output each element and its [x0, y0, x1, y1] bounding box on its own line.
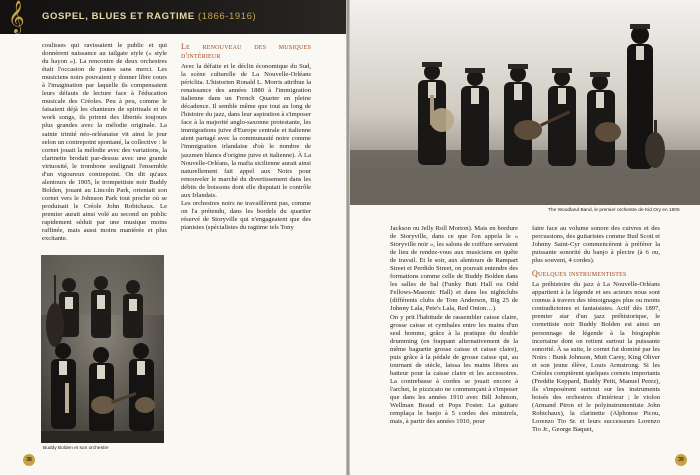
right-column-1: [390, 225, 518, 461]
chapter-header: [0, 0, 346, 34]
body-text: Avec la défaite et le déclin économique du Sud, la scène culturelle de La Nouvelle-Orléans périclita. L'historien Ronald L. Morris attribue la renaissance des années 1880 à l'immigration italienne dans un French Quarter en pleine décadence. Il semble même que tout au long de l'histoire du jazz, dans leur aspiration à s'imposer face à la majorité anglo-saxonne protestante, les immigrations juive d'Europe centrale et italienne aient partagé avec la communauté noire comme l'immigration irlandaise d'où le nombre de jazzmen blancs d'origine juive et italienne). À La Nouvelle-Orléans, la mafia sicilienne aurait ainsi naturellement fait appel aux Noirs pour renouveler le marché du divertissement dans les débits de boissons dont elle disputait le contrôle aux Irlandais.: [181, 63, 311, 199]
section-heading: Quelques instrumentistes: [532, 269, 627, 279]
buddy-bolden-photo: [41, 255, 164, 443]
left-page: [0, 0, 346, 475]
body-text: On y prit l'habitude de rassembler caisse claire, grosse caisse et cymbales entre les mains d'un seul homme, grâce à la pratique du double drumming (en frappant alternativement de la même baguette grosse caisse et caisse claire), puis grâce à la pédale de grosse caisse qui, au tournant de siècle, laissa les mains libres au batteur pour la caisse claire et les accessoires. La contrebasse à cordes se jouait encore à l'archet, le pizzicato ne commençant à s'imposer que dans les années 1910 avec Bill Johnson, Wellman Braud et Pops Foster. La guitare remplaça le banjo à 5 cordes des minstrels, mais, à partir des années 1910, pour: [390, 313, 518, 426]
photo-caption: The Woodland Band, le premier orchestre de Kid Ory en 1905: [548, 208, 680, 213]
right-page: [350, 0, 700, 475]
body-text: Les orchestres noirs ne travaillèrent pas, comme on l'a prétendu, dans les bordels du quartier réservé de Storyville qui n'engageaient que des pianistes (spécialistes du ragtime tels Tony: [181, 199, 311, 231]
left-column-2: [181, 42, 311, 250]
woodland-band-photo: [350, 0, 700, 205]
section-heading: Le renouveau des musiques d'intérieur: [181, 42, 311, 60]
body-text: coulisses qui ravissaient le public et qui donnèrent naissance au tailgate style (« style du hayon »). La rencontre de deux orchestres était l'occasion de joutes sans merci. Les musiciens noirs pouvaient y donner libre cours à l'imagination par laquelle ils compensaient leurs défauts de lecture face à l'éducation musicale des Créoles. Peu à peu, comme le faisaient déjà les chanteurs de spirituals et de work songs, ils prirent des libertés toujours plus grandes avec la mélodie originale. La sainte trinité néo-orléanaise vit ainsi le jour selon un contrepoint spontané, la collective : le cornet jouait la mélodie avec des variations, la clarinette brodait par-dessus avec une grande virtuosité, le trombone soulignait l'ensemble d'un vigoureux contrepoint. On dit qu'aux alentours de 1905, le trompettiste noir Buddy Bolden, jouant au Lincoln Park, orientait son cornet vers le Johnson Park tout proche où se produisait le Créole John Robichaux. Le premier aurait ainsi volé au second un public rapidement séduit par une musique moins raffinée, mais aussi moins maniérée et plus excitante.: [42, 42, 167, 243]
body-text: Jackson ou Jelly Roll Morton). Mais en bordure de Storyville, dans ce que l'on appela le « Storyville noir », les salons de coiffure servaient de lieu de rendez-vous aux musiciens en quête de travail. Et le soir, aux alentours de Rampart Street et Perdido Street, on pouvait entendre des formations comme celle de Buddy Bolden dans les salles de bal (Funky Butt Hall ou Odd Fellows-Masonic Hall) et dans les nightclubs (différents clubs de Tom Anderson, Big 25 de Johnny Lala, Pete's Lala, Red Onion…).: [390, 225, 518, 313]
page-number: 39: [675, 454, 687, 466]
chapter-title: [42, 11, 256, 22]
page-number: 38: [23, 454, 35, 466]
left-column-1: [42, 42, 167, 248]
band-photo-image: [41, 255, 164, 443]
woodland-band-image: [350, 0, 700, 205]
body-text: faire face au volume sonore des cuivres et des percussions, des guitaristes comme Bud Scott et Johnny Saint-Cyr commencèrent à préférer la puissante sonorité du banjo à plectre (à 6 ou, plus souvent, 4 cordes).: [532, 225, 660, 265]
chapter-years: (1866-1916): [197, 11, 257, 22]
treble-clef-icon: 𝄞: [8, 0, 25, 33]
body-text: La préhistoire du jazz à La Nouvelle-Orléans appartient à la légende et ses acteurs nous sont connus à travers des témoignages plus ou moins contradictoires et fantaisistes. Actif dès 1897, premier star d'un jazz préhistorique, le cornettiste noir Buddy Bolden est ainsi un personnage de légende à la biographie incertaine dont on retient surtout la puissante sonorité. À sa suite, le cornet fut dominé par les Noirs : Bunk Johnson, Mutt Carey, King Oliver et son jeune élève, Louis Armstrong. Si les Créoles comptèrent quelques cornets importants (Freddie Keppard, Buddy Petit, Manuel Perez), ils s'imposèrent surtout sur les instruments boisés des orchestres d'intérieur ; le violon (Armand Piron et le polyinstrumentiste John Robichaux), la clarinette (Alphonse Picou, Lorenzo Tio Sr. et leurs successeurs Lorenzo Tio Jr., George Baquet,: [532, 281, 660, 434]
chapter-title-text: GOSPEL, BLUES ET RAGTIME: [42, 11, 195, 22]
right-column-2: [532, 225, 660, 461]
photo-caption: Buddy Bolden et son orchestre: [43, 446, 109, 451]
